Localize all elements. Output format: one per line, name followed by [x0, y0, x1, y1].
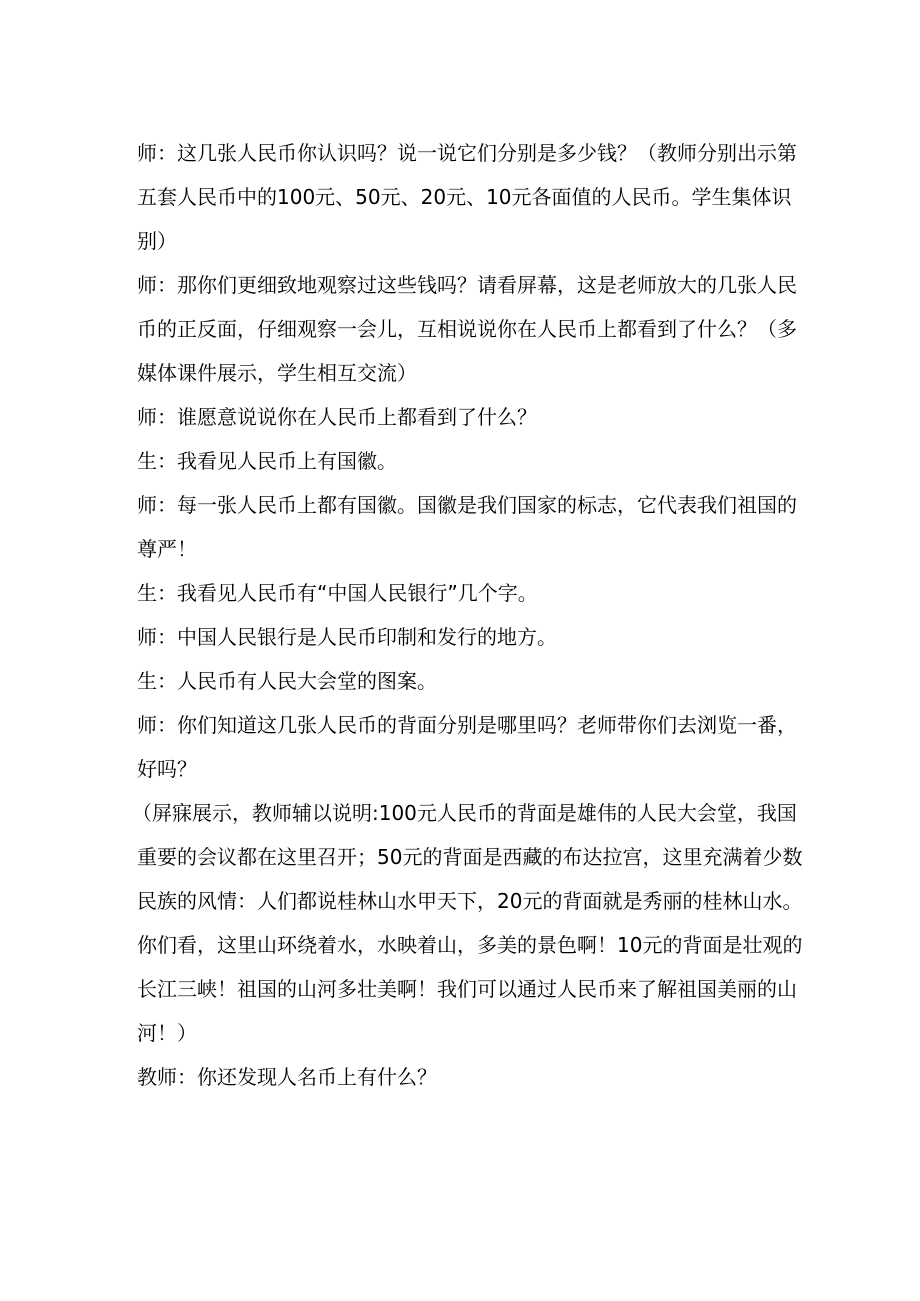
- paragraph-teacher-back-side-question: 师：你们知道这几张人民币的背面分别是哪里吗？老师带你们去浏览一番，好吗？: [137, 713, 797, 781]
- paragraph-student-national-emblem: 生：我看见人民币上有国徽。: [137, 449, 397, 473]
- paragraph-teacher-emblem-meaning: 师：每一张人民币上都有国徽。国徽是我们国家的标志，它代表我们祖国的尊严！: [137, 493, 797, 561]
- paragraph-teacher-ask-share: 师：谁愿意说说你在人民币上都看到了什么？: [137, 405, 537, 429]
- paragraph-teacher-question-banknotes: 师：这几张人民币你认识吗？说一说它们分别是多少钱？（教师分别出示第五套人民币中的100元、50元、20元、10元各面值的人民币。学生集体识别）: [137, 141, 797, 253]
- paragraph-teacher-bank-role: 师：中国人民银行是人民币印制和发行的地方。: [137, 625, 557, 649]
- paragraph-student-bank-name: 生：我看见人民币有“中国人民银行”几个字。: [137, 581, 538, 605]
- document-body: [132, 131, 809, 1099]
- paragraph-screen-explanation: （屏寐展示，教师辅以说明:100元人民币的背面是雄伟的人民大会堂，我国重要的会议都在这里召开；50元的背面是西藏的布达拉宫，这里充满着少数民族的风情：人们都说桂林山水甲天下，20元的背面就是秀丽的桂林山水。你们看，这里山环绕着水，水映着山，多美的景色啊！10元的背面是壮观的长江三峡！祖国的山河多壮美啊！我们可以通过人民币来了解祖国美丽的山河！）: [132, 801, 803, 1045]
- paragraph-teacher-final-question: 教师：你还发现人名币上有什么？: [137, 1065, 437, 1089]
- paragraph-teacher-observe-screen: 师：那你们更细致地观察过这些钱吗？请看屏幕，这是老师放大的几张人民币的正反面，仔细观察一会儿，互相说说你在人民币上都看到了什么？（多媒体课件展示，学生相互交流）: [137, 273, 797, 385]
- paragraph-student-great-hall: 生：人民币有人民大会堂的图案。: [137, 669, 437, 693]
